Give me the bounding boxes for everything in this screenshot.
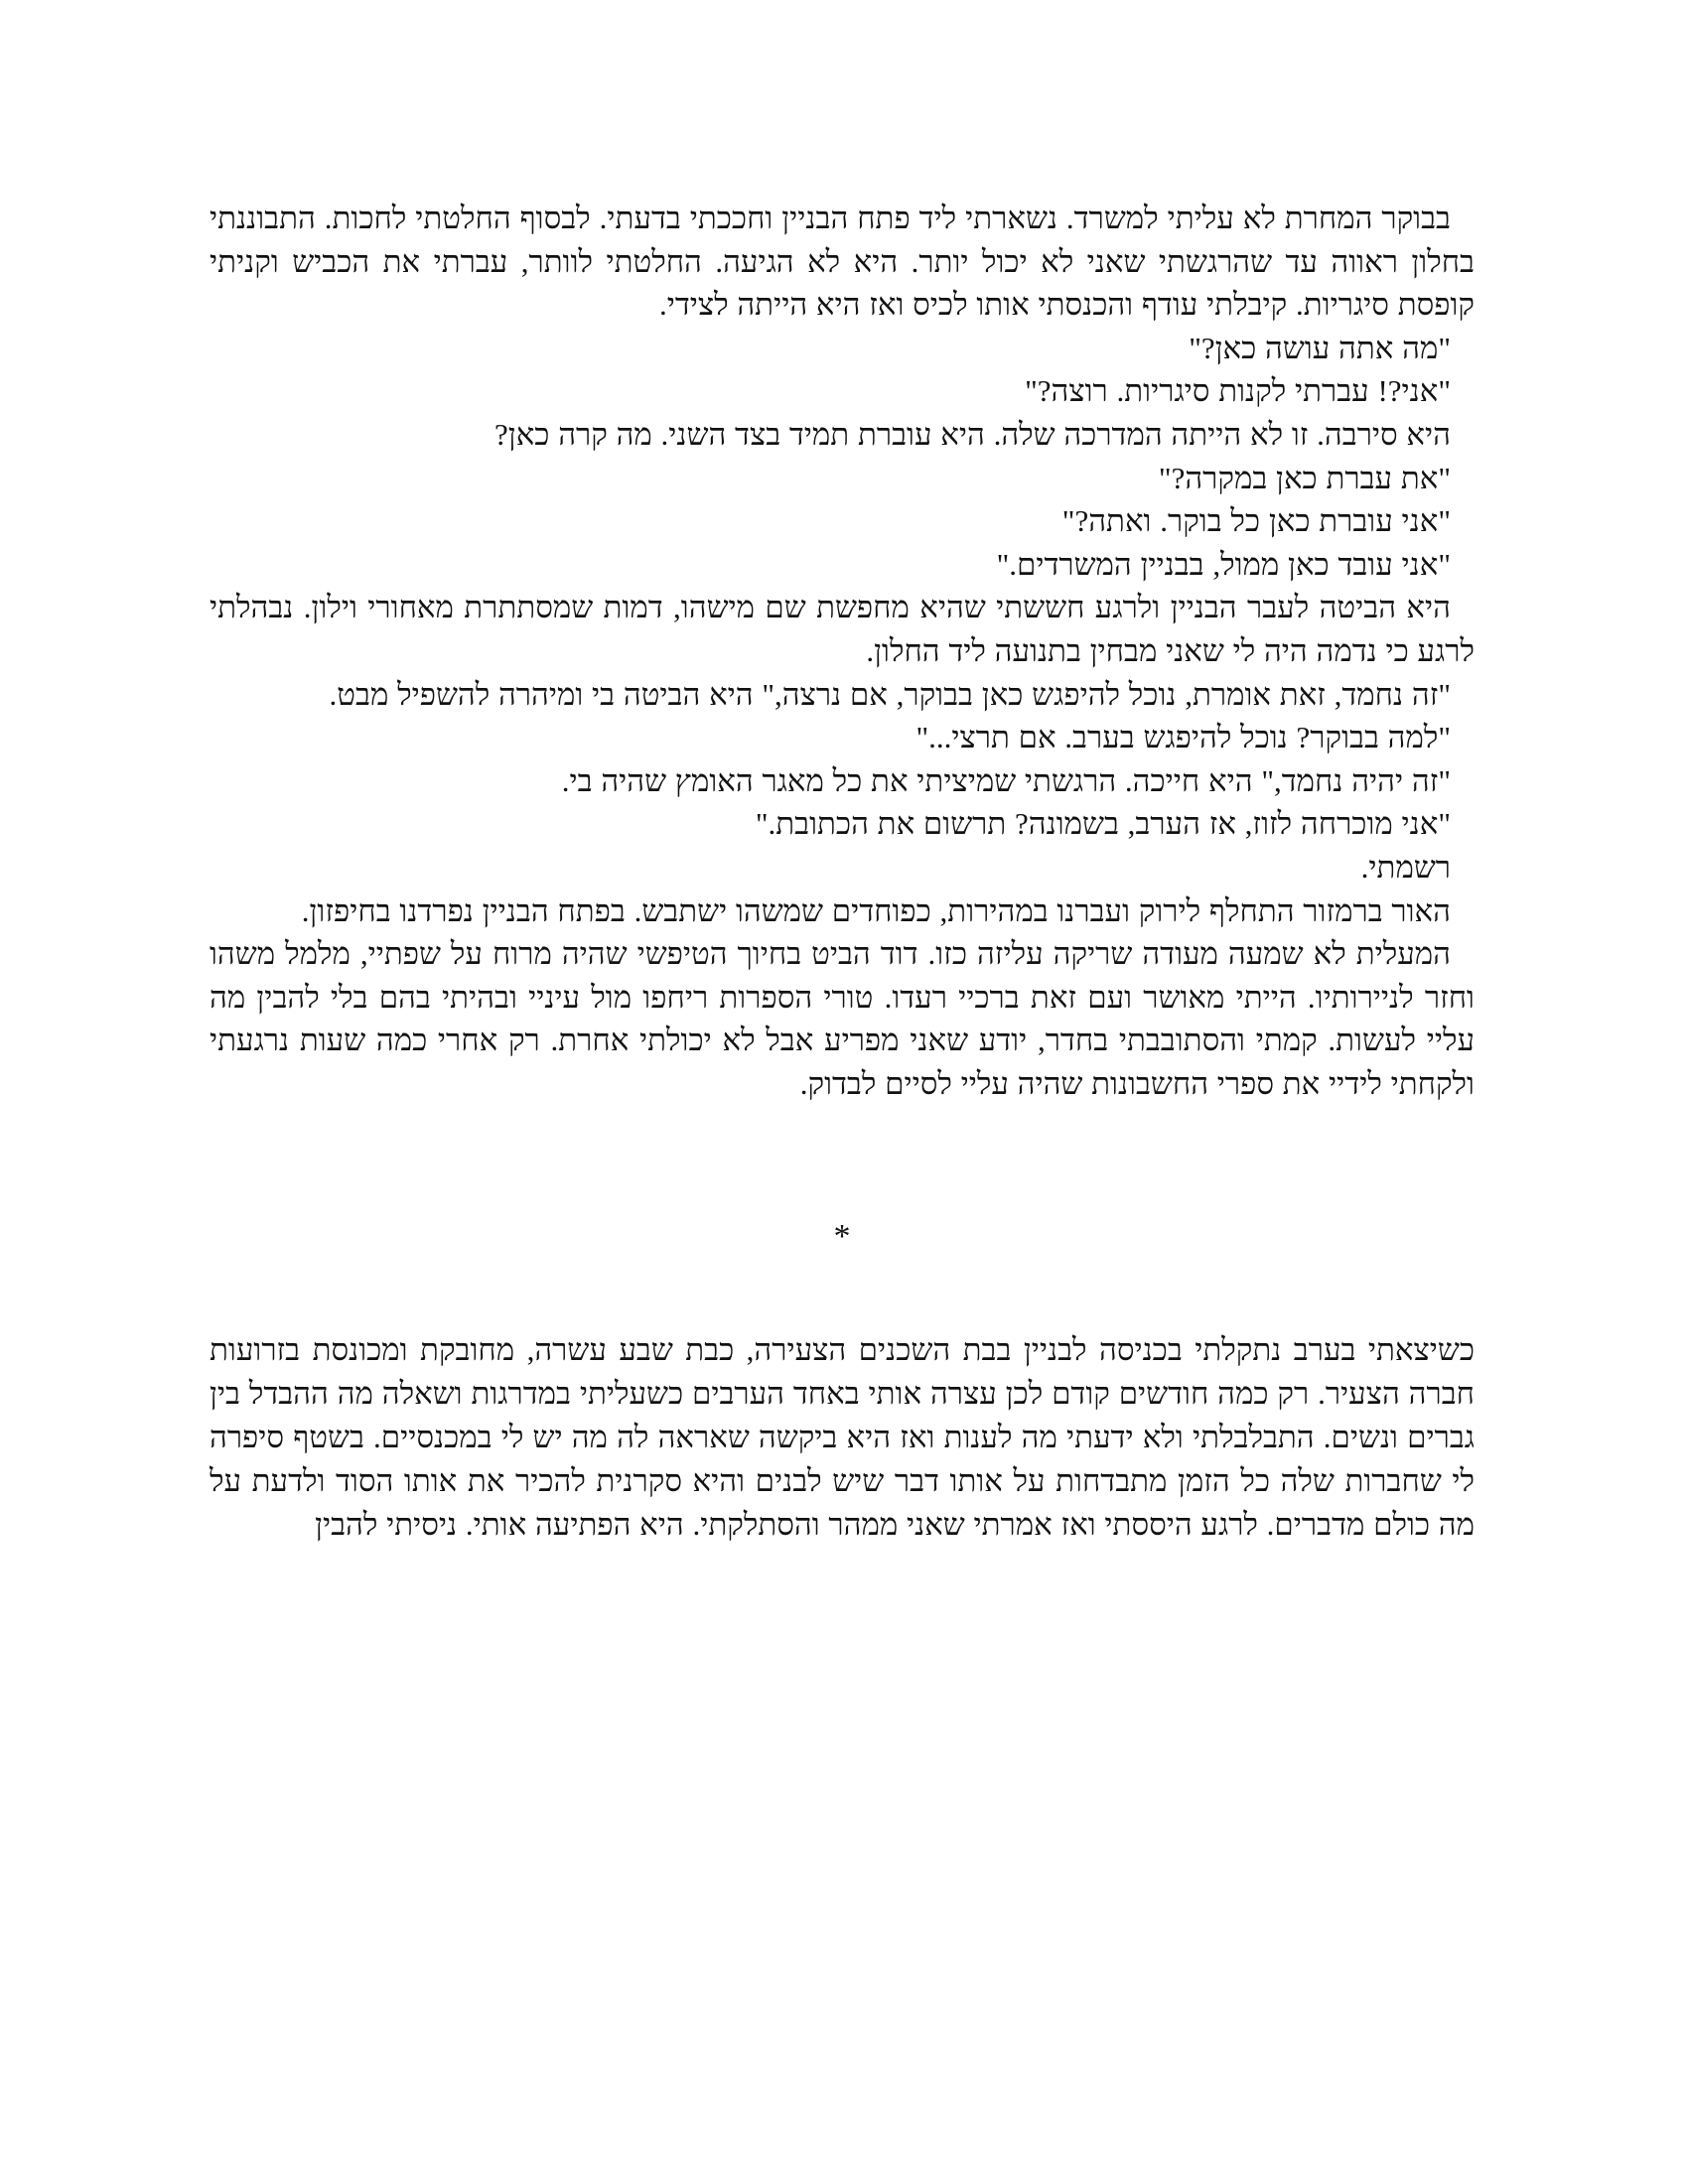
dialogue-line: "מה אתה עושה כאן?" — [1189, 330, 1451, 365]
dialogue-line: "זה נחמד, זאת אומרת, נוכל להיפגש כאן בבוקר, אם נרצה," היא הביטה בי ומיהרה להשפיל מבט. — [329, 676, 1451, 712]
dialogue-line: "אני?! עברתי לקנות סיגריות. רוצה?" — [1025, 373, 1451, 409]
paragraph-morning: בבוקר המחרת לא עליתי למשרד. נשארתי ליד פתח הבניין וחככתי בדעתי. לבסוף החלטתי לחכות. התבוננתי בחלון ראווה עד שהרגשתי שאני לא יכול יותר. היא לא הגיעה. החלטתי לוותר, עברתי את הכביש וקניתי קופסת סיגריות. קיבלתי עודף והכנסתי אותו לכיס ואז היא הייתה לצידי. — [210, 201, 1475, 323]
paragraph-refusal: היא סירבה. זו לא הייתה המדרכה שלה. היא עוברת תמיד בצד השני. מה קרה כאן? — [494, 416, 1451, 452]
dialogue-line: "אני עובד כאן ממול, בבניין המשרדים." — [996, 546, 1451, 582]
paragraph-traffic-light: האור ברמזור התחלף לירוק ועברנו במהירות, כפוחדים שמשהו ישתבש. בפתח הבניין נפרדנו בחיפזון. — [301, 892, 1451, 928]
section-divider: * — [833, 1218, 851, 1256]
paragraph-evening: כשיצאתי בערב נתקלתי בכניסה לבניין בבת השכנים הצעירה, כבת שבע עשרה, מחובקת ומכונסת בזרועות חברה הצעיר. רק כמה חודשים קודם לכן עצרה אותי באחד הערבים כשעליתי במדרגות ושאלה מה ההבדל בין גברים ונשים. התבלבלתי ולא ידעתי מה לענות ואז היא ביקשה שאראה לה מה יש לי במכנסיים. בשטף סיפרה לי שחברות שלה כל הזמן מתבדחות על אותו דבר שיש לבנים והיא סקרנית להכיר את אותו הסוד ולדעת על מה כולם מדברים. לרגע היססתי ואז אמרתי שאני ממהר והסתלקתי. היא הפתיעה אותי. ניסיתי להבין — [210, 1332, 1475, 1542]
story-section-1 — [210, 197, 1475, 1105]
dialogue-line: "זה יהיה נחמד," היא חייכה. הרגשתי שמיציתי את כל מאגר האומץ שהיה בי. — [561, 762, 1451, 798]
paragraph-building: היא הביטה לעבר הבניין ולרגע חששתי שהיא מחפשת שם מישהו, דמות שמסתתרת מאחורי וילון. נבהלתי לרגע כי נדמה היה לי שאני מבחין בתנועה ליד החלון. — [210, 590, 1475, 668]
paragraph-short: רשמתי. — [1360, 849, 1451, 885]
dialogue-line: "אני עוברת כאן כל בוקר. ואתה?" — [1061, 503, 1451, 539]
paragraph-elevator: המעלית לא שמעה מעודה שריקה עליזה כזו. דוד הביט בחיוך הטיפשי שהיה מרוח על שפתיי, מלמל משהו וחזר לניירותיו. הייתי מאושר ועם זאת ברכיי רעדו. טורי הספרות ריחפו מול עיניי ובהיתי בהם בלי להבין מה עליי לעשות. קמתי והסתובבתי בחדר, יודע שאני מפריע אבל לא יכולתי אחרת. רק אחרי כמה שעות נרגעתי ולקחתי לידיי את ספרי החשבונות שהיה עליי לסיים לבדוק. — [210, 936, 1475, 1101]
dialogue-line: "את עברת כאן במקרה?" — [1158, 460, 1451, 495]
dialogue-line: "למה בבוקר? נוכל להיפגש בערב. אם תרצי..." — [915, 720, 1451, 755]
story-section-2 — [210, 1328, 1475, 1546]
document-page — [210, 197, 1475, 2142]
dialogue-line: "אני מוכרחה לזוז, אז הערב, בשמונה? תרשום את הכתובת." — [755, 806, 1451, 842]
